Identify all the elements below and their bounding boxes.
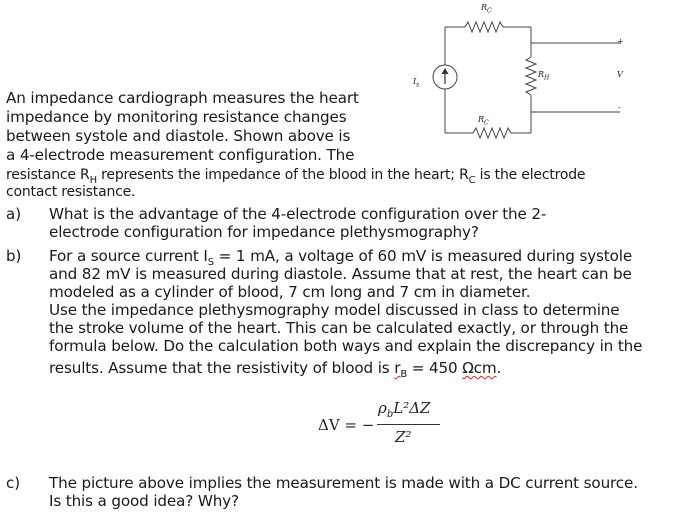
question-c-line-1: The picture above implies the measurement is made with a DC current source. [49,474,638,492]
intro-line-6: contact resistance. [6,184,136,200]
question-b-line-4: Use the impedance plethysmography model discussed in class to determine [49,301,620,319]
label-voltage: V [617,70,623,79]
question-b-line-7: results. Assume that the resistivity of blood is $r_B = 450$ Ωcm. [49,359,502,381]
label-rc-bottom: $R_C$ [478,115,489,127]
question-b-line-1: For a source current $I_S = 1$ mA, a voltage of 60 mV is measured during systole [49,247,633,269]
question-b-line-2: and 82 mV is measured during diastole. Assume that at rest, the heart can be [49,265,632,283]
label-plus: + [617,37,624,46]
label-rh: $R_H$ [538,70,550,82]
question-b-line-5: the stroke volume of the heart. This can be calculated exactly, or through the [49,319,629,337]
question-a-line-1: What is the advantage of the 4-electrode configuration over the 2- [49,205,547,223]
label-minus: - [618,103,621,112]
intro-line-4: a 4-electrode measurement configuration. The [6,146,355,164]
label-rc-top: $R_C$ [481,3,492,15]
formula-lhs: ΔV = − [318,416,375,434]
intro-line-2: impedance by monitoring resistance changes [6,108,347,126]
resistor-rc-top [465,22,503,32]
current-source-arrow-icon [442,68,449,84]
resistor-rh [526,57,536,95]
question-b-line-3: modeled as a cylinder of blood, 7 cm long and 7 cm in diameter. [49,283,531,301]
question-a-line-2: electrode configuration for impedance plethysmography? [49,223,479,241]
question-b-line-6: formula below. Do the calculation both ways and explain the discrepancy in the [49,337,643,355]
question-c-line-2: Is this a good idea? Why? [49,492,239,510]
formula-denominator: Z² [395,428,412,446]
intro-line-3: between systole and diastole. Shown above is [6,127,351,145]
label-source: $I_s$ [413,77,420,89]
intro-line-5: resistance $R_H$ represents the impedance of the blood in the heart; $R_C$ is the electrode [6,167,586,186]
question-a-marker: a) [6,205,22,223]
question-c-marker: c) [6,474,21,492]
question-b-marker: b) [6,247,22,265]
intro-line-1: An impedance cardiograph measures the heart [6,89,359,107]
formula-numerator: $\rho_bL^2\Delta Z$ [378,399,431,420]
resistor-rc-bottom [473,128,511,138]
formula-fraction-bar [377,424,440,425]
stroke-volume-formula [318,398,448,454]
